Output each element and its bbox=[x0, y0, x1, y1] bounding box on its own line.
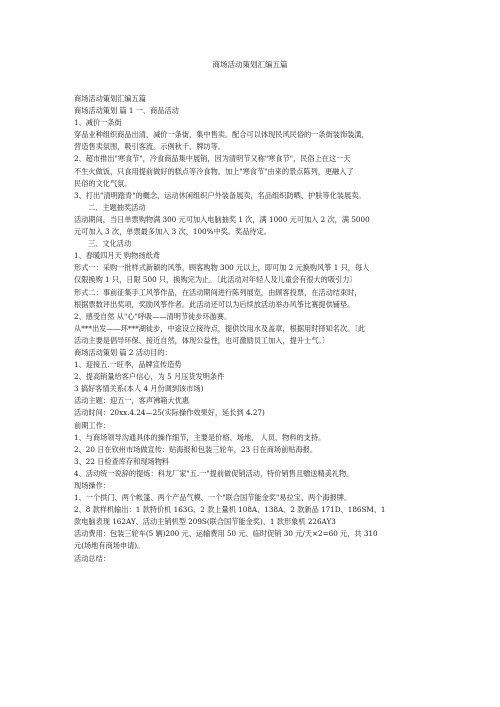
document-line: 形式二：事前征集手工风筝作品，在活动期间进行陈列展览，由顾客投票，在活动结束时， bbox=[74, 287, 362, 297]
document-line: 1、春暖四月天 购物扬纸鸢 bbox=[74, 251, 160, 261]
document-line: 1、一个拱门、两个帐篷、两个产品气模、一个"联合国节能金奖"易拉宝、两个海报牌。 bbox=[74, 493, 352, 503]
document-line: 活动主题：迎五一，客声沸箱大优惠 bbox=[74, 396, 190, 406]
document-line: 穿品业种组织商品出清，减价一条街，集中售卖。配合可以体现民风民俗的一条街装饰装潢， bbox=[74, 130, 369, 140]
document-line: 形式一：采购一批样式新颖的风筝，顾客购物 300 元以上，即可加 2 元换购风筝 1 只，每人 bbox=[74, 263, 370, 273]
document-line: 2、提高销量给客户信心，为 5 月压货发明条件 bbox=[74, 372, 225, 382]
document-line: 活动总结： bbox=[74, 553, 110, 563]
document-line: 3、打出"清明踏青"的概念，运动休闲组织户外装备展卖，名品组织防晒、护肤等化装展卖。 bbox=[74, 190, 366, 200]
page-title: 商场活动策划汇编五篇 bbox=[212, 60, 288, 69]
document-line: 1、减价一条街 bbox=[74, 118, 122, 128]
document-line: 仅限换购 1 只，日限 500 只，换购完为止。〔此活动对年轻人及儿童会有很大的吸引力〕 bbox=[74, 275, 357, 285]
document-line: 三、文化活动 bbox=[88, 239, 132, 249]
document-body bbox=[74, 93, 430, 565]
document-line: 2、超市推出"寒食节"，冷食商品集中展销，因为清明节又称"寒食节"，民俗上在这一天 bbox=[74, 154, 351, 164]
document-line: 活动主要是倡导环保、接近自然，体现公益性，也可激励员工加入，提升士气。〕 bbox=[74, 335, 330, 345]
document-line: 活动时间：20xx.4.24—25(实际操作效果好，延长到 4.27) bbox=[74, 408, 265, 418]
document-line: 商场活动策划 篇 1 一、商品活动 bbox=[74, 106, 179, 116]
document-line: 元可加入 3 次，单票最多加入 3 次，100%中奖。奖品待定。 bbox=[74, 227, 271, 237]
document-line: 3、22 日检查库存和现场物料 bbox=[74, 456, 170, 466]
document-line: 现场操作： bbox=[74, 481, 110, 490]
document-line: 商场活动策划汇编五篇 bbox=[74, 94, 146, 103]
document-line: 4、活动统一说辞的提炼：科龙厂家"五.一"提前做促销活动，特价销售且赠送精美礼物。 bbox=[74, 468, 354, 478]
document-line: 商场活动策划 篇 2 活动目的： bbox=[74, 347, 172, 357]
document-line: 款电脑表现 162AY、活动主销机型 209S(联合国节能金奖)、1 款形象机 226AY3 bbox=[74, 517, 336, 527]
document-line: 3 搞好客情关系(本人 4 月份调到该市场) bbox=[74, 384, 204, 394]
document-line: 2、8 款样机输出：1 款特价机 163G、2 款上量机 108A、138A、2 款新品 171D、186SM、1 bbox=[74, 505, 386, 515]
document-line: 从***出发——环***湖徒步，中途设立接待点，提供饮用水及盖章，根据用时择知名次。〔此 bbox=[74, 323, 366, 333]
document-line: 1、与商场领导沟通具体的操作细节，主要是价格、场地、 人员、物料的支持。 bbox=[74, 432, 326, 442]
document-line: 元(场地有商场申请)。 bbox=[74, 541, 145, 551]
document-line: 2、20 日在钦州市场做宣传：贴海报和包装三轮车，23 日在商场前贴海报。 bbox=[74, 444, 318, 454]
document-line: 营造售卖氛围，吸引客流。示例秋千、牌坊等。 bbox=[74, 142, 225, 152]
document-line: 1、迎接五.一旺季，品牌宣传造势 bbox=[74, 360, 182, 370]
document-line: 2、感受自然 从"心"呼吸——清明节徒步环游赛。 bbox=[74, 311, 232, 321]
document-line: 二、主题抽奖活动 bbox=[88, 202, 146, 212]
document-line: 活动期间，当日单票购物满 300 元可加入电脑抽奖 1 次，满 1000 元可加入 2 次，满 5000 bbox=[74, 214, 370, 224]
document-line: 民俗的文化气氛。 bbox=[74, 178, 132, 188]
document-line: 不生火做饭，只食用提前做好的糕点等冷食物。加上"寒食节"由来的景点陈列，更融入了 bbox=[74, 166, 354, 176]
document-line: 前期工作： bbox=[74, 420, 110, 430]
document-line: 根据票数评出奖项，奖励风筝作者。此活动还可以为后续放活动举办风筝比赛提供铺垫。 bbox=[74, 299, 355, 309]
document-line: 活动费用：包装三轮车(5 辆)200 元、运输费用 50 元、临时促销 30 元/天×2=60 元，共 310 bbox=[74, 529, 378, 539]
